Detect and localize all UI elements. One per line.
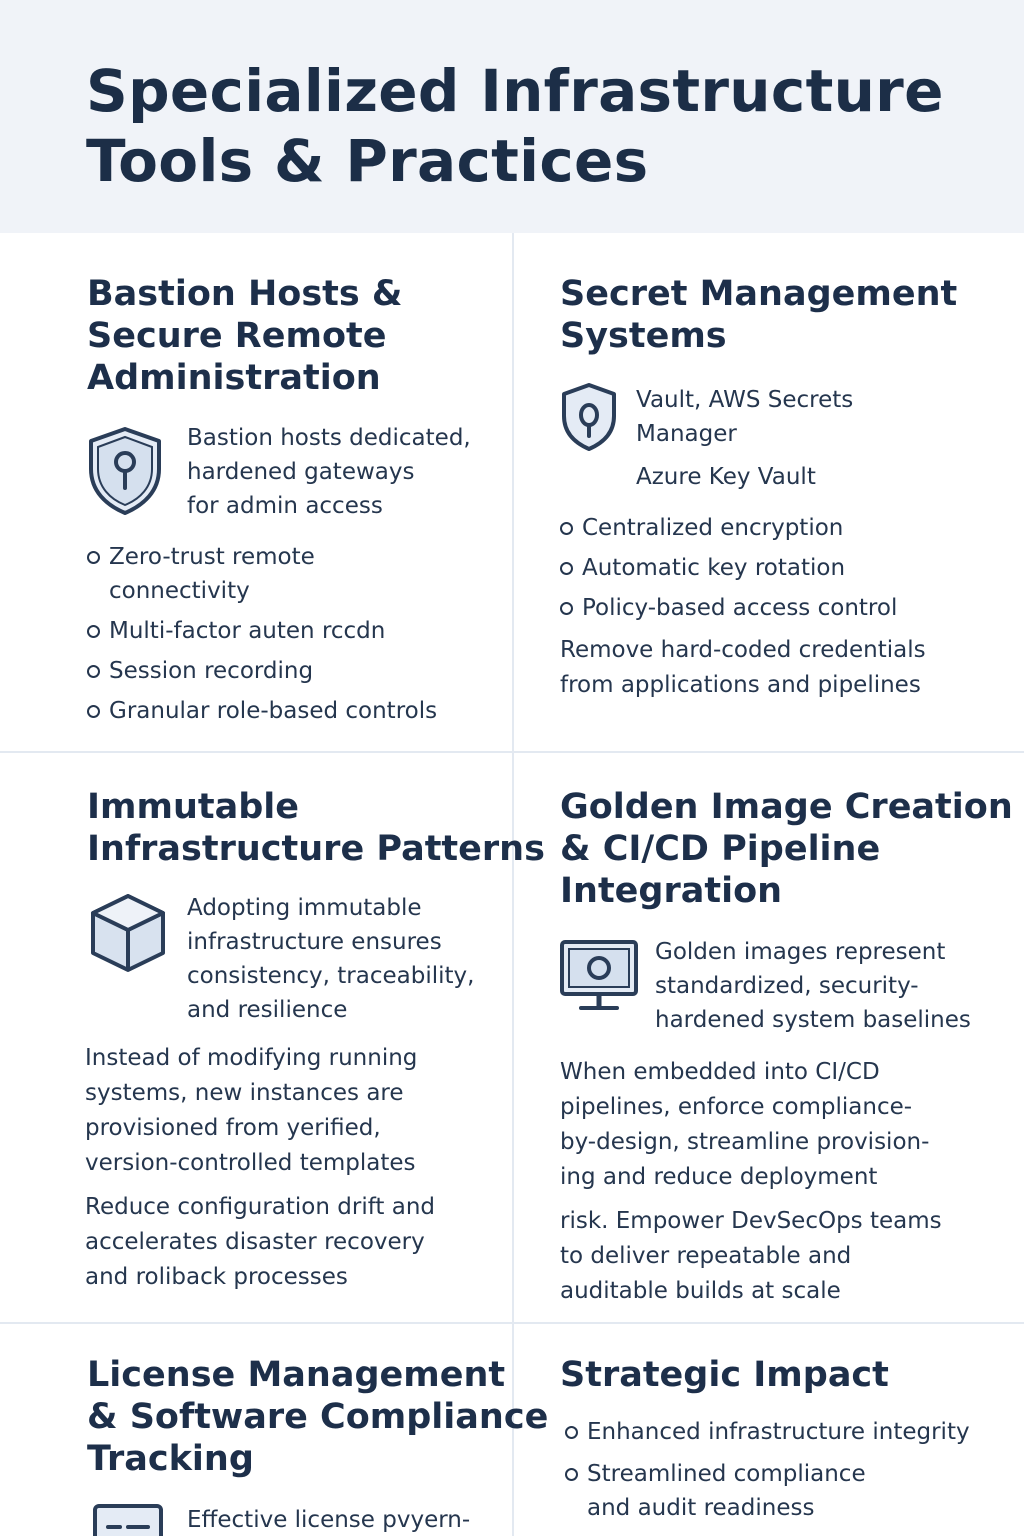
paragraph-line: pipelines, enforce compliance- bbox=[560, 1094, 913, 1120]
list-item bbox=[560, 591, 897, 625]
description-line: Effective license pvyern- bbox=[187, 1507, 471, 1533]
section-description bbox=[187, 891, 474, 1027]
section-title-line: Immutable bbox=[87, 787, 300, 827]
section-note bbox=[560, 633, 926, 703]
section-description bbox=[636, 383, 853, 451]
list-item bbox=[565, 1415, 970, 1449]
section-description bbox=[655, 935, 971, 1037]
list-item bbox=[560, 511, 897, 545]
section-title-line: Systems bbox=[560, 316, 727, 356]
description-line: and resilience bbox=[187, 997, 348, 1023]
page-title bbox=[86, 56, 944, 196]
page-title-line-1: Specialized Infrastructure bbox=[86, 57, 944, 125]
list-item-text: Granular role-based controls bbox=[109, 698, 438, 724]
note-line: Remove hard-coded credentials bbox=[560, 637, 926, 663]
note-line: from applications and pipelines bbox=[560, 672, 921, 698]
description-line: for admin access bbox=[187, 493, 383, 519]
list-item-text: Session recording bbox=[109, 658, 314, 684]
column-divider bbox=[512, 233, 514, 1536]
paragraph-line: provisioned from yerified, bbox=[85, 1115, 381, 1141]
section-description bbox=[187, 1503, 470, 1537]
section-title-line: Secret Management bbox=[560, 274, 958, 314]
section-paragraph bbox=[85, 1041, 417, 1181]
section-title bbox=[87, 273, 402, 399]
row-divider-1 bbox=[0, 751, 1024, 753]
section-title bbox=[560, 1354, 889, 1396]
section-title bbox=[87, 1354, 548, 1480]
shield-lock-icon bbox=[560, 382, 618, 452]
paragraph-line: to deliver repeatable and bbox=[560, 1243, 852, 1269]
section-title-line: & Software Compliance bbox=[87, 1397, 549, 1437]
monitor-icon bbox=[559, 939, 639, 1013]
page-header bbox=[0, 0, 1024, 233]
description-line: Vault, AWS Secrets bbox=[636, 387, 854, 413]
list-item bbox=[565, 1457, 970, 1525]
document-icon bbox=[92, 1503, 164, 1536]
section-title-line: Strategic Impact bbox=[560, 1355, 889, 1395]
section-paragraph bbox=[560, 1204, 942, 1309]
description-line: infrastructure ensures bbox=[187, 929, 442, 955]
list-item-text: Streamlined compliance bbox=[587, 1461, 866, 1487]
list-item-text: Policy-based access control bbox=[582, 595, 898, 621]
paragraph-line: by-design, streamline provision- bbox=[560, 1129, 930, 1155]
paragraph-line: risk. Empower DevSecOps teams bbox=[560, 1208, 942, 1234]
list-item-text: Centralized encryption bbox=[582, 515, 844, 541]
list-item-text: Multi-factor auten rccdn bbox=[109, 618, 386, 644]
list-item bbox=[87, 614, 437, 648]
section-title-line: Administration bbox=[87, 358, 381, 398]
section-title-line: License Management bbox=[87, 1355, 506, 1395]
section-title-line: Golden Image Creation bbox=[560, 787, 1013, 827]
bullet-list bbox=[87, 540, 437, 728]
section-title-line: Bastion Hosts & bbox=[87, 274, 403, 314]
paragraph-line: Reduce configuration drift and bbox=[85, 1194, 435, 1220]
section-description-extra: Azure Key Vault bbox=[636, 464, 816, 490]
paragraph-line: accelerates disaster recovery bbox=[85, 1229, 425, 1255]
description-line: Manager bbox=[636, 421, 737, 447]
shield-keyhole-icon bbox=[86, 425, 164, 517]
description-line: consistency, traceability, bbox=[187, 963, 475, 989]
section-title bbox=[560, 273, 957, 357]
list-item bbox=[87, 540, 437, 608]
list-item bbox=[87, 654, 437, 688]
cube-icon bbox=[89, 892, 167, 974]
list-item-text: connectivity bbox=[109, 578, 250, 604]
bullet-list bbox=[565, 1415, 970, 1525]
section-title-line: & CI/CD Pipeline bbox=[560, 829, 881, 869]
paragraph-line: and roliback processes bbox=[85, 1264, 348, 1290]
list-item-text: Enhanced infrastructure integrity bbox=[587, 1419, 970, 1445]
description-line: standardized, security- bbox=[655, 973, 919, 999]
description-line: Adopting immutable bbox=[187, 895, 422, 921]
list-item-text: Automatic key rotation bbox=[582, 555, 846, 581]
description-line: Golden images represent bbox=[655, 939, 946, 965]
paragraph-line: ing and reduce deployment bbox=[560, 1164, 878, 1190]
paragraph-line: systems, new instances are bbox=[85, 1080, 404, 1106]
section-paragraph bbox=[85, 1190, 435, 1295]
section-title-line: Secure Remote bbox=[87, 316, 387, 356]
section-description bbox=[187, 421, 471, 523]
paragraph-line: When embedded into CI/CD bbox=[560, 1059, 880, 1085]
description-line: hardened gateways bbox=[187, 459, 415, 485]
list-item bbox=[560, 551, 897, 585]
section-title bbox=[560, 786, 1013, 912]
paragraph-line: version-controlled templates bbox=[85, 1150, 416, 1176]
paragraph-line: Instead of modifying running bbox=[85, 1045, 418, 1071]
section-paragraph bbox=[560, 1055, 929, 1195]
row-divider-2 bbox=[0, 1322, 1024, 1324]
list-item-text: Zero-trust remote bbox=[109, 544, 315, 570]
section-title bbox=[87, 786, 545, 870]
section-title-line: Tracking bbox=[87, 1439, 254, 1479]
list-item-text: and audit readiness bbox=[587, 1495, 815, 1521]
section-title-line: Infrastructure Patterns bbox=[87, 829, 545, 869]
page-title-line-2: Tools & Practices bbox=[86, 127, 649, 195]
paragraph-line: auditable builds at scale bbox=[560, 1278, 841, 1304]
description-line: Bastion hosts dedicated, bbox=[187, 425, 471, 451]
bullet-list bbox=[560, 511, 897, 625]
description-line: hardened system baselines bbox=[655, 1007, 971, 1033]
section-title-line: Integration bbox=[560, 871, 783, 911]
list-item bbox=[87, 694, 437, 728]
